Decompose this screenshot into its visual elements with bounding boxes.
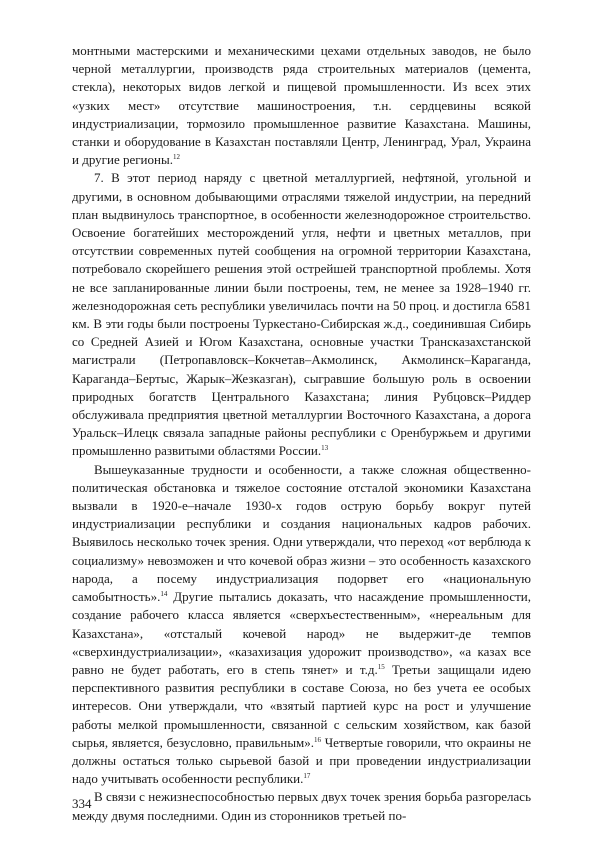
paragraph-3-text-a: Вышеуказанные трудности и особенности, а также сложная общественно-политическая обстановка и тяжелое состояние отсталой экономики Казахстана вызвали в 1920-е–начале 1930-х годов острую борьбу вокруг путей индустриализации республики и создания национальных кадров рабочих. Выявилось несколько точек зрения. Одни утверждали, что переход «от верблюда к социализму» невозможен и что кочевой образ жизни – это особенность казахского народа, а посему индустриализация подорвет его «национальную самобытность». (72, 461, 531, 605)
footnote-ref-14: 14 (160, 590, 168, 599)
footnote-ref-15: 15 (377, 662, 385, 671)
footnote-ref-13: 13 (321, 444, 329, 453)
page-number: 334 (72, 796, 92, 811)
paragraph-2 (72, 169, 531, 460)
footnote-ref-12: 12 (172, 153, 180, 162)
paragraph-3 (72, 461, 531, 789)
paragraph-1-text: монтными мастерскими и механическими цехами отдельных заводов, не было черной металлургии, производств ряда строительных материалов (цемента, стекла), некоторых видов легкой и пищевой промышленности. Из всех этих «узких мест» отсутствие машиностроения, т.н. сердцевины всякой индустриализации, тормозило промышленное развитие Казахстана. Машины, станки и оборудование в Казахстан поставляли Центр, Ленинград, Урал, Украина и другие регионы. (72, 43, 531, 168)
footnote-ref-16: 16 (314, 735, 322, 744)
footnote-ref-17: 17 (303, 772, 311, 781)
paragraph-1 (72, 42, 531, 169)
paragraph-4-text: В связи с нежизнеспособностью первых двух точек зрения борьба разгорелась между двумя последними. Один из сторонников третьей по- (72, 789, 531, 823)
main-text (72, 42, 531, 825)
paragraph-2-text: 7. В этот период наряду с цветной металлургией, нефтяной, угольной и другими, в основном добывающими отраслями тяжелой индустрии, на передний план выдвинулось транспортное, в особенности железнодорожное строительство. Освоение богатейших месторождений угля, нефти и цветных металлов, при отсутствии современных путей сообщения на огромной территории Казахстана, потребовало скорейшего решения этой острейшей транспортной проблемы. Хотя не все запланированные линии были построены, тем, не менее за 1928–1940 гг. железнодорожная сеть республики увеличилась почти на 50 проц. и достигла 6581 км. В эти годы были построены Туркестано-Сибирская ж.д., соединившая Сибирь со Средней Азией и Югом Казахстана, основные участки Трансказахстанской магистрали (Петропавловск–Кокчетав–Акмолинск, Акмолинск–Караганда, Караганда–Бертыс, Жарык–Жезказган), сыгравшие большую роль в освоении природных богатств Центрального Казахстана; линия Рубцовск–Риддер обслуживала предприятия цветной металлургии Восточного Казахстана, а дорога Уральск–Илецк связала западные районы республики с Оренбуржьем и другими промышленно развитыми областями России. (72, 170, 531, 459)
paragraph-4 (72, 788, 531, 824)
paragraph-3-text-d: Четвертые говорили, что окраины не должны остаться только сырьевой базой и при проведении индустриализации надо учитывать особенности республики. (72, 734, 531, 787)
paragraph-3-text-c: Третьи защищали идею перспективного развития республики в составе Союза, но без учета ее особых интересов. Они утверждали, что «взятый партией курс на рост и улучшение работы мелкой промышленности, связанной с сельским хозяйством, как базой сырья, является, безусловно, правильным». (72, 661, 531, 750)
paragraph-3-text-b: Другие пытались доказать, что насаждение промышленности, создание рабочего класса является «сверхъестественным», «нереальным для Казахстана», «отсталый кочевой народ» не выдержит-де темпов «сверхиндустриализации», «казахизация удорожит производство», «а казах все равно не будет работать, его в степь тянет» и т.д. (72, 589, 531, 677)
